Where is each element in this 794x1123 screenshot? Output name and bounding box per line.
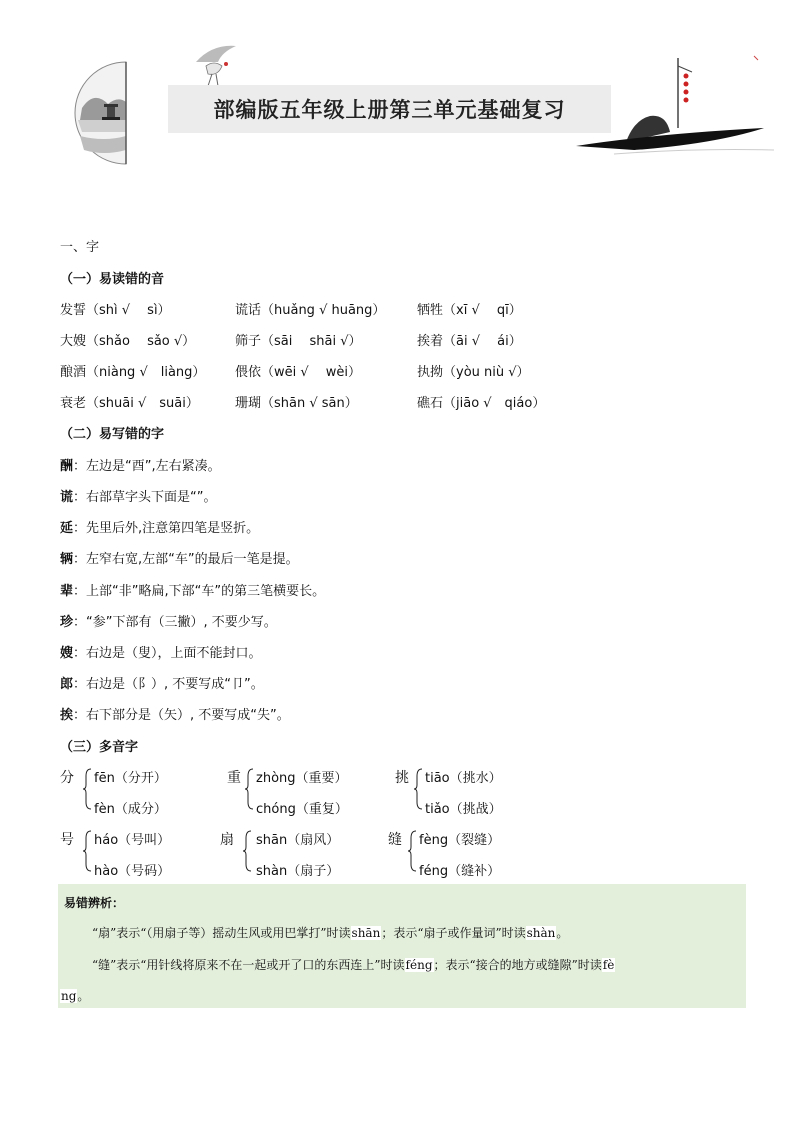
polyphonic-reading: chóng（重复）	[256, 802, 348, 817]
brace-icon	[82, 768, 92, 810]
polyphonic-reading: fēn（分开）	[94, 771, 167, 786]
subsection-heading-polyphonic: （三）多音字	[60, 740, 139, 755]
title-banner	[168, 85, 611, 133]
polyphonic-reading: shān（扇风）	[256, 833, 340, 848]
pronunciation-item: 珊瑚（shān √ sān）	[235, 396, 358, 411]
section-heading: 一、字	[60, 240, 100, 255]
brace-icon	[242, 830, 252, 872]
polyphonic-char: 挑	[395, 770, 409, 786]
writing-item: 嫂：右边是（叟），上面不能封口。	[60, 646, 262, 661]
writing-item: 延：先里后外,注意第四笔是竖折。	[60, 521, 260, 536]
subsection-heading-writing: （二）易写错的字	[60, 427, 165, 442]
brace-icon	[82, 830, 92, 872]
polyphonic-char: 号	[60, 832, 74, 848]
polyphonic-reading: fèng（裂缝）	[419, 833, 501, 848]
pronunciation-item: 衰老（shuāi √ suāi）	[60, 396, 199, 411]
crane-bird-illustration	[192, 42, 240, 88]
brace-icon	[407, 830, 417, 872]
error-analysis-paragraph: “扇”表示“（用扇子等）摇动生风或用巴掌打”时读shān；表示“扇子或作量词”时读shàn。	[92, 926, 569, 940]
pronunciation-item: 大嫂（shǎo sǎo √）	[60, 334, 196, 349]
pronunciation-item: 谎话（huǎng √ huāng）	[235, 303, 386, 318]
landscape-pavilion-illustration	[74, 60, 130, 166]
pronunciation-item: 偎依（wēi √ wèi）	[235, 365, 362, 380]
writing-item: 辆：左窄右宽,左部“车”的最后一笔是提。	[60, 552, 299, 567]
pronunciation-item: 筛子（sāi shāi √）	[235, 334, 362, 349]
brace-icon	[244, 768, 254, 810]
subsection-heading-pronunciation: （一）易读错的音	[60, 272, 165, 287]
writing-item: 郎：右边是（阝）, 不要写成“卩”。	[60, 677, 264, 692]
polyphonic-reading: féng（缝补）	[419, 864, 501, 879]
polyphonic-reading: tiǎo（挑战）	[425, 802, 502, 817]
pronunciation-item: 牺牲（xī √ qī）	[417, 303, 522, 318]
pronunciation-item: 挨着（āi √ ái）	[417, 334, 522, 349]
error-analysis-title: 易错辨析：	[64, 896, 125, 910]
error-analysis-paragraph-continuation: ng。	[61, 989, 90, 1003]
writing-item: 酬：左边是“酉”,左右紧凑。	[60, 459, 221, 474]
polyphonic-char: 缝	[388, 832, 402, 848]
pronunciation-item: 礁石（jiāo √ qiáo）	[417, 396, 546, 411]
polyphonic-char: 扇	[220, 832, 234, 848]
writing-item: 珍：“参”下部有（三撇）, 不要少写。	[60, 615, 277, 630]
polyphonic-reading: fèn（成分）	[94, 802, 167, 817]
polyphonic-reading: hào（号码）	[94, 864, 171, 879]
page-title: 部编版五年级上册第三单元基础复习	[213, 98, 566, 122]
polyphonic-reading: shàn（扇子）	[256, 864, 340, 879]
pronunciation-item: 发誓（shì √ sì）	[60, 303, 171, 318]
polyphonic-char: 重	[227, 770, 241, 786]
pronunciation-item: 执拗（yòu niù √）	[417, 365, 530, 380]
brace-icon	[413, 768, 423, 810]
polyphonic-reading: háo（号叫）	[94, 833, 171, 848]
writing-item: 挨：右下部分是（矢）, 不要写成“失”。	[60, 708, 290, 723]
polyphonic-reading: zhòng（重要）	[256, 771, 348, 786]
polyphonic-char: 分	[60, 770, 74, 786]
error-analysis-paragraph: “缝”表示“用针线将原来不在一起或开了口的东西连上”时读féng；表示“接合的地方或缝隙”时读fè	[92, 958, 615, 972]
pronunciation-item: 酿酒（niàng √ liàng）	[60, 365, 206, 380]
polyphonic-reading: tiāo（挑水）	[425, 771, 502, 786]
writing-item: 谎：右部草字头下面是“”。	[60, 490, 217, 505]
writing-item: 辈：上部“非”略扁,下部“车”的第三笔横要长。	[60, 584, 326, 599]
error-analysis-box	[58, 884, 746, 1008]
